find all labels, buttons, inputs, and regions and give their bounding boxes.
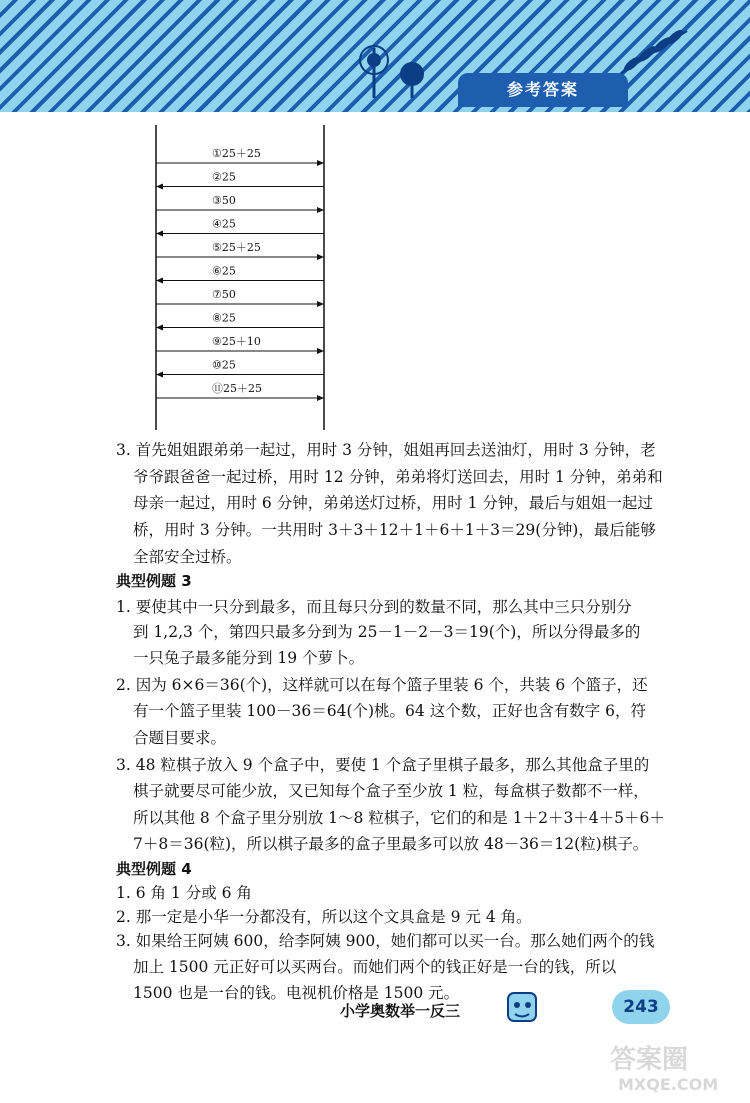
text-line: 母亲一起过，用时 6 分钟，弟弟送灯过桥，用时 1 分钟，最后与姐姐一起过	[133, 494, 653, 512]
diagram-step	[156, 359, 324, 378]
text-line: 2. 那一定是小华一分都没有，所以这个文具盒是 9 元 4 角。	[116, 908, 532, 926]
section-heading: 典型例题 3	[116, 572, 192, 590]
diagram-step	[156, 288, 324, 307]
page-number: 243	[623, 997, 659, 1017]
arrow-head-icon	[156, 325, 163, 331]
step-label: ③50	[212, 194, 236, 207]
arrow-head-icon	[156, 231, 163, 237]
text-line: 7＋8＝36(粒)，所以棋子最多的盒子里最多可以放 48－36＝12(粒)棋子。	[133, 835, 649, 853]
diagram-step	[156, 335, 324, 354]
arrow-head-icon	[156, 278, 163, 284]
text-line: 所以其他 8 个盒子里分别放 1～8 粒棋子，它们的和是 1＋2＋3＋4＋5＋6＋	[133, 809, 665, 827]
bridge-crossing-diagram	[150, 125, 340, 430]
diagram-step	[156, 312, 324, 331]
arrow-head-icon	[317, 207, 324, 213]
text-line: 加上 1500 元正好可以买两台。而她们两个的钱正好是一台的钱，所以	[133, 958, 617, 976]
watermark	[600, 1040, 740, 1095]
text-line: 1. 6 角 1 分或 6 角	[116, 884, 252, 902]
text-line: 1500 也是一台的钱。电视机价格是 1500 元。	[133, 984, 460, 1002]
text-line: 有一个篮子里装 100－36＝64(个)桃。64 这个数，正好也含有数字 6，符	[133, 702, 646, 720]
text-line: 到 1,2,3 个，第四只最多分到为 25－1－2－3＝19(个)，所以分得最多的	[133, 623, 641, 641]
text-line: 爷爷跟爸爸一起过桥，用时 12 分钟，弟弟将灯送回去，用时 1 分钟，弟弟和	[133, 468, 663, 486]
mascot-icon	[500, 985, 545, 1030]
text-line: 合题目要求。	[133, 729, 227, 747]
diagram-step	[156, 265, 324, 284]
step-label: ②25	[212, 170, 236, 184]
step-label: ④25	[212, 217, 236, 231]
arrow-head-icon	[156, 372, 163, 378]
step-label: ⑤25＋25	[212, 241, 261, 254]
text-line: 1. 要使其中一只分到最多，而且每只分到的数量不同，那么其中三只分别分	[116, 598, 632, 616]
page-number-badge	[612, 990, 670, 1024]
page-header-banner	[0, 0, 750, 112]
watermark-text: 答案圈	[610, 1045, 689, 1075]
svg-text:MXQE.COM: MXQE.COM	[618, 1075, 719, 1094]
text-line: 3. 48 粒棋子放入 9 个盒子中，要使 1 个盒子里棋子最多，那么其他盒子里的	[116, 756, 650, 774]
text-line: 3. 首先姐姐跟弟弟一起过，用时 3 分钟，姐姐再回去送油灯，用时 3 分钟，老	[116, 441, 656, 459]
step-label: ⑥25	[212, 264, 236, 278]
diagram-step	[156, 382, 324, 401]
diagram-step	[156, 241, 324, 260]
step-label: ⑩25	[212, 358, 236, 372]
arrow-head-icon	[317, 160, 324, 166]
step-label: ①25＋25	[212, 147, 261, 160]
section-heading: 典型例题 4	[116, 860, 192, 878]
text-line: 一只兔子最多能分到 19 个萝卜。	[133, 649, 365, 667]
text-line: 桥，用时 3 分钟。一共用时 3＋3＋12＋1＋6＋1＋3＝29(分钟)，最后能够	[133, 521, 656, 539]
arrow-head-icon	[317, 348, 324, 354]
step-label: ⑧25	[212, 311, 236, 325]
section-title-tab	[458, 73, 628, 107]
text-line: 2. 因为 6×6＝36(个)，这样就可以在每个篮子里装 6 个，共装 6 个篮子，还	[116, 676, 648, 694]
text-line: 全部安全过桥。	[133, 548, 242, 566]
book-title: 小学奥数举一反三	[340, 1002, 461, 1020]
diagram-step	[156, 171, 324, 190]
arrow-head-icon	[317, 254, 324, 260]
step-label: ⑦50	[212, 288, 236, 301]
diagram-step	[156, 218, 324, 237]
text-line: 棋子就要尽可能少放，又已知每个盒子至少放 1 粒，每盒棋子数都不一样，	[133, 782, 649, 800]
tree-icon	[352, 40, 432, 100]
arrow-head-icon	[317, 395, 324, 401]
diagram-step	[156, 147, 324, 166]
diagram-step	[156, 194, 324, 213]
step-label: ⑨25＋10	[212, 335, 261, 348]
arrow-head-icon	[317, 301, 324, 307]
section-title: 参考答案	[506, 80, 579, 99]
arrow-head-icon	[156, 184, 163, 190]
text-line: 3. 如果给王阿姨 600，给李阿姨 900，她们都可以买一台。那么她们两个的钱	[116, 932, 655, 950]
step-label: ⑪25＋25	[212, 382, 262, 395]
